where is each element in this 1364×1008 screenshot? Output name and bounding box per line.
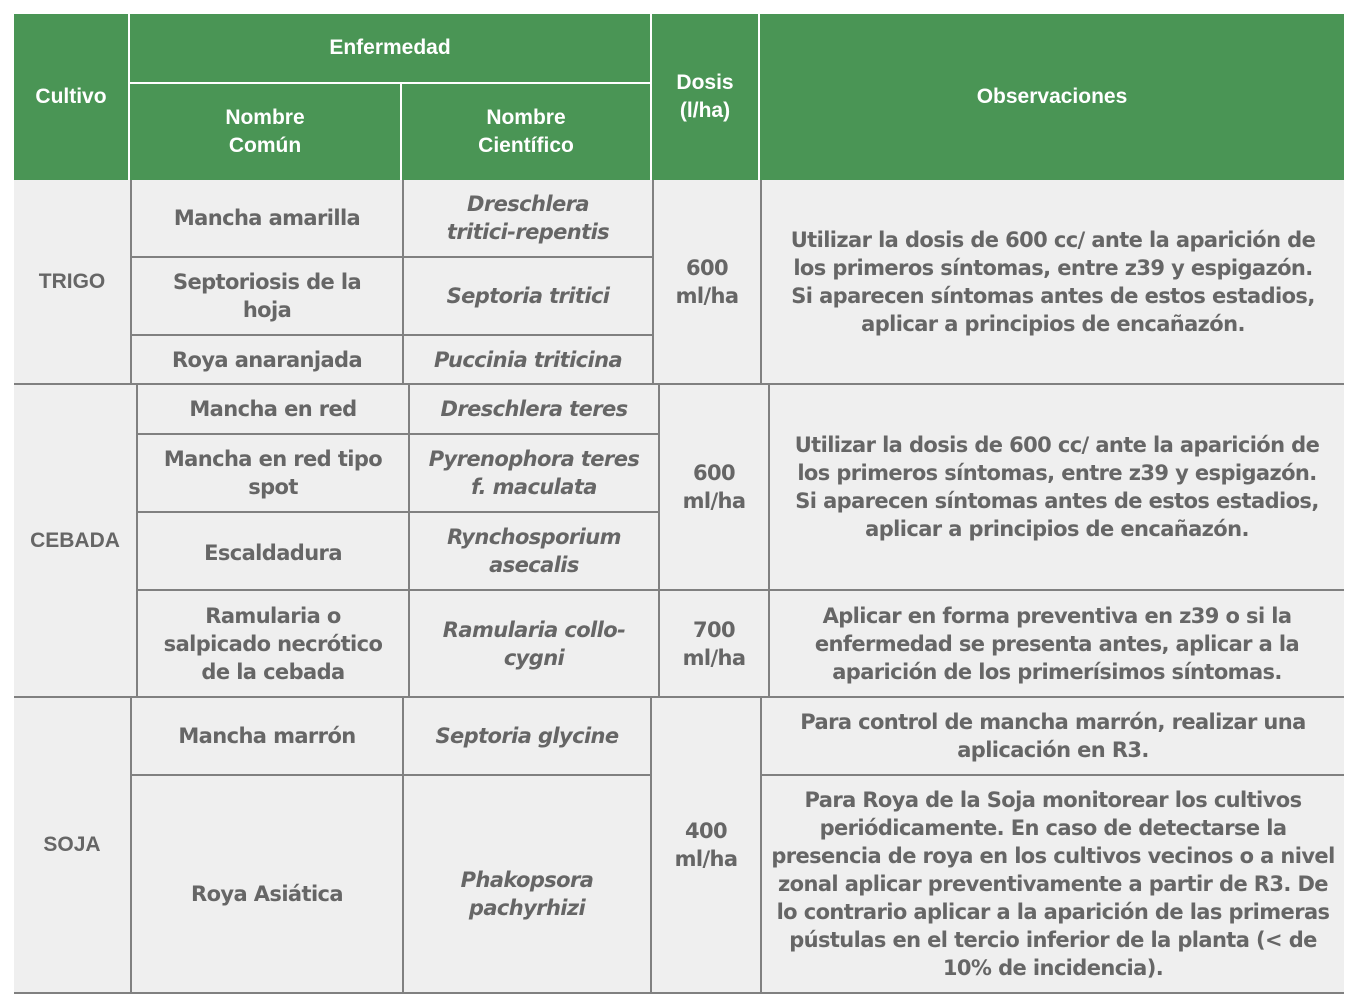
- nombre-comun-cell: Escaldadura: [138, 513, 408, 589]
- header-divider: [128, 14, 130, 180]
- grid-line: [658, 385, 660, 696]
- header-nombre-comun: Nombre Común: [130, 84, 400, 180]
- nombre-comun-cell: Mancha en red: [138, 385, 408, 433]
- header-enfermedad: Enfermedad: [130, 14, 650, 82]
- nombre-cientifico-cell: Septoria tritici: [404, 258, 652, 334]
- grid-line: [652, 180, 654, 384]
- grid-line: [762, 774, 1344, 776]
- nombre-cientifico-cell: Septoria glycine: [404, 698, 650, 774]
- header-cultivo: Cultivo: [14, 14, 128, 180]
- nombre-comun-cell: Mancha en red tipo spot: [138, 435, 408, 511]
- grid-line: [138, 433, 658, 435]
- header-dosis: Dosis (l/ha): [652, 14, 758, 180]
- grid-line: [760, 698, 762, 992]
- observaciones-cell: Para control de mancha marrón, realizar una aplicación en R3.: [762, 698, 1344, 774]
- nombre-cientifico-cell: Phakopsora pachyrhizi: [404, 776, 650, 992]
- header-observaciones: Observaciones: [760, 14, 1344, 180]
- nombre-comun-cell: Mancha amarilla: [132, 180, 402, 256]
- grid-line: [408, 385, 410, 696]
- observaciones-cell: Aplicar en forma preventiva en z39 o si la enfermedad se presenta antes, aplicar a la aparición de los primerísimos síntomas.: [770, 591, 1344, 696]
- grid-line: [132, 334, 652, 336]
- cultivo-cell: SOJA: [14, 698, 130, 992]
- grid-line: [768, 385, 770, 696]
- header-nombre-cientifico: Nombre Científico: [402, 84, 650, 180]
- grid-line: [402, 698, 404, 992]
- grid-line: [402, 180, 404, 384]
- cultivo-cell: TRIGO: [14, 180, 130, 384]
- cultivo-cell: CEBADA: [14, 385, 136, 696]
- nombre-comun-cell: Septoriosis de la hoja: [132, 258, 402, 334]
- dosis-cell: 600 ml/ha: [660, 385, 768, 589]
- nombre-cientifico-cell: Puccinia triticina: [404, 336, 652, 384]
- grid-line: [136, 385, 138, 696]
- grid-line: [650, 698, 652, 992]
- nombre-comun-cell: Roya Asiática: [132, 776, 402, 992]
- grid-line: [14, 992, 1344, 994]
- nombre-comun-cell: Roya anaranjada: [132, 336, 402, 384]
- nombre-comun-cell: Mancha marrón: [132, 698, 402, 774]
- observaciones-cell: Utilizar la dosis de 600 cc/ ante la aparición de los primeros síntomas, entre z39 y espigazón. Si aparecen síntomas antes de estos estadios, aplicar a principios de encañazón.: [762, 180, 1344, 384]
- header-divider: [130, 82, 650, 84]
- observaciones-cell: Para Roya de la Soja monitorear los cultivos periódicamente. En caso de detectarse la presencia de roya en los cultivos vecinos o a nivel zonal aplicar preventivamente a partir de R3. De lo contrario aplicar a la aparición de las primeras pústulas en el tercio inferior de la planta (< de 10% de incidencia).: [762, 776, 1344, 992]
- grid-line: [132, 774, 650, 776]
- nombre-cientifico-cell: Rynchosporium asecalis: [410, 513, 658, 589]
- nombre-cientifico-cell: Dreschlera tritici-repentis: [404, 180, 652, 256]
- nombre-cientifico-cell: Pyrenophora teres f. maculata: [410, 435, 658, 511]
- dosis-cell: 600 ml/ha: [654, 180, 760, 384]
- grid-line: [760, 180, 762, 384]
- dosis-cell: 400 ml/ha: [652, 698, 760, 992]
- header-divider: [650, 14, 652, 180]
- nombre-comun-cell: Ramularia o salpicado necrótico de la cebada: [138, 591, 408, 696]
- grid-line: [132, 256, 652, 258]
- grid-line: [138, 511, 658, 513]
- dosis-cell: 700 ml/ha: [660, 591, 768, 696]
- header-divider: [400, 82, 402, 180]
- nombre-cientifico-cell: Dreschlera teres: [410, 385, 658, 433]
- grid-line: [138, 589, 1344, 591]
- nombre-cientifico-cell: Ramularia collo-cygni: [410, 591, 658, 696]
- grid-line: [130, 180, 132, 384]
- observaciones-cell: Utilizar la dosis de 600 cc/ ante la aparición de los primeros síntomas, entre z39 y espigazón. Si aparecen síntomas antes de estos estadios, aplicar a principios de encañazón.: [770, 385, 1344, 589]
- grid-line: [130, 698, 132, 992]
- header-divider: [758, 14, 760, 180]
